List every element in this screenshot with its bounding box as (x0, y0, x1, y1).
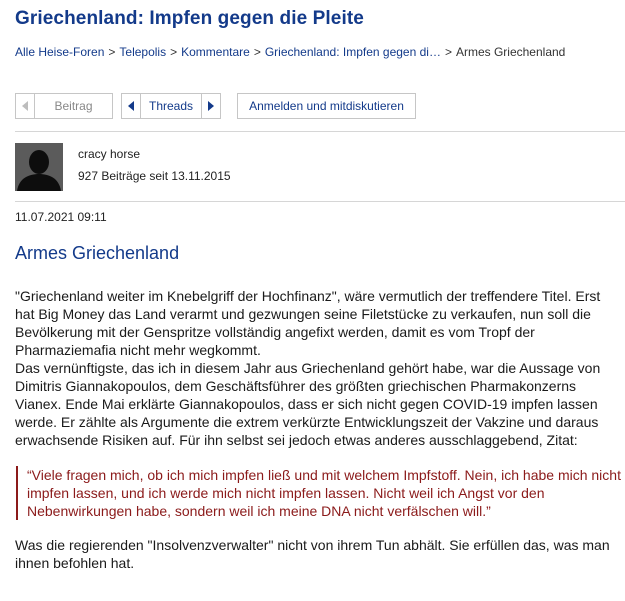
author-post-count: 927 Beiträge seit 13.11.2015 (78, 169, 231, 183)
chevron-right-icon (208, 101, 214, 111)
post-title: Armes Griechenland (15, 243, 180, 263)
breadcrumb-separator: > (170, 45, 178, 59)
post-date: 11.07.2021 09:11 (15, 210, 107, 224)
breadcrumb (15, 45, 565, 59)
breadcrumb-separator: > (253, 45, 261, 59)
previous-post-label: Beitrag (54, 99, 93, 113)
breadcrumb-link-telepolis[interactable]: Telepolis (119, 45, 167, 59)
breadcrumb-link-kommentare[interactable]: Kommentare (181, 45, 250, 59)
post-paragraph: "Griechenland weiter im Knebelgriff der Hochfinanz", wäre vermutlich der treffendere Titel. Erst hat Big Money das Land verarmt und gezwungen seine Filetstücke zu verkaufen, nun soll die Bevölkerung mit der Genspritze vollständig angefixt werden, damit es vom Tropf der Pharmaziemafia nicht mehr wegkommt. (15, 288, 601, 358)
threads-label[interactable]: Threads (148, 99, 194, 113)
breadcrumb-separator: > (444, 45, 452, 59)
previous-post-arrow (16, 94, 35, 118)
post-paragraph: Das vernünftigste, das ich in diesem Jahr aus Griechenland gehört habe, war die Aussage von Dimitris Giannakopoulos, dem Geschäftsführer des größten griechischen Pharmakonzerns Vianex. Ende Mai erklärte Giannakopoulos, dass er sich nicht gegen COVID-19 impfen lassen werde. Er zählte als Argumente die extrem verkürzte Entwicklungszeit der Vakzine und daraus erwachsende Risiken auf. Für ihn selbst sei jedoch etwas anderes ausschlaggebend, Zitat: (15, 360, 601, 448)
avatar[interactable] (15, 143, 63, 191)
quote-text: “Viele fragen mich, ob ich mich impfen ließ und mit welchem Impfstoff. Nein, ich habe mich nicht impfen lassen, und ich werde mich nicht impfen lassen. Nicht weil ich Angst vor den Nebenwirkungen habe, sondern weil ich meine DNA nicht verfälschen will.” (16, 466, 625, 520)
post-paragraph: Was die regierenden "Insolvenzverwalter" nicht von ihrem Tun abhält. Sie erfüllen das, was man ihnen befohlen hat. (15, 537, 610, 571)
threads-next-button[interactable] (201, 94, 220, 118)
forum-title[interactable]: Griechenland: Impfen gegen die Pleite (15, 8, 364, 29)
quote-block (16, 466, 621, 520)
divider (15, 201, 625, 202)
breadcrumb-separator: > (108, 45, 116, 59)
author-name[interactable]: cracy horse (78, 147, 141, 161)
previous-post-button (15, 93, 113, 119)
divider (15, 131, 625, 132)
login-button[interactable]: Anmelden und mitdiskutieren (237, 93, 416, 119)
breadcrumb-current: Armes Griechenland (455, 45, 566, 59)
threads-prev-button[interactable] (122, 94, 141, 118)
chevron-left-icon (22, 101, 28, 111)
breadcrumb-link-article[interactable]: Griechenland: Impfen gegen di… (264, 45, 441, 59)
post-body (15, 287, 621, 572)
threads-navigator[interactable] (121, 93, 221, 119)
chevron-left-icon (128, 101, 134, 111)
user-silhouette-icon (15, 143, 63, 191)
breadcrumb-link-alle-heise-foren[interactable]: Alle Heise-Foren (15, 45, 105, 59)
